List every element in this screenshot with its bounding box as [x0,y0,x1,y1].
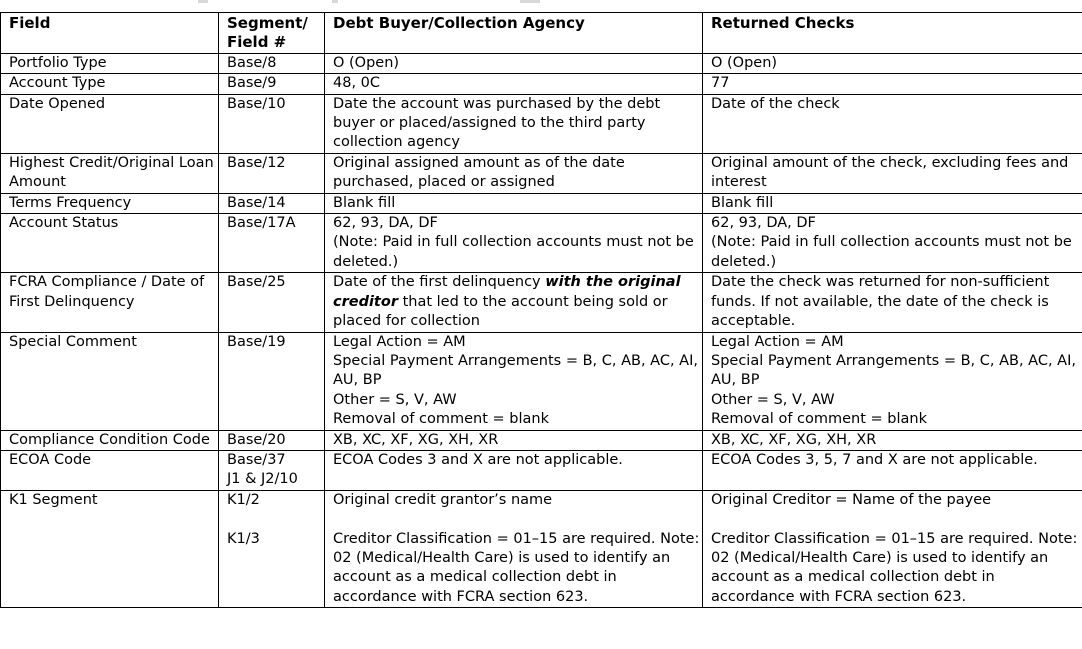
spacer [711,510,1082,529]
cell-segment: Base/14 [219,193,325,213]
cell-segment: Base/10 [219,94,325,153]
table-row [1,273,1082,332]
cell-debt-buyer: O (Open) [325,53,703,73]
cell-field: FCRA Compliance / Date of First Delinquency [1,273,219,332]
k1-line: Creditor Classification = 01–15 are required. Note: 02 (Medical/Health Care) is used to identify an account as a medical collection debt in accordance with FCRA section 623. [711,530,1078,605]
cell-debt-buyer: Original assigned amount as of the date purchased, placed or assigned [325,153,703,193]
table-row [1,214,1082,273]
cell-returned-checks: Original amount of the check, excluding fees and interest [703,153,1082,193]
segment-line: K1/3 [227,530,260,547]
cell-returned-checks: Date the check was returned for non-sufficient funds. If not available, the date of the check is acceptable. [703,273,1082,332]
cell-field: K1 Segment [1,490,219,607]
cell-debt-buyer: Blank fill [325,193,703,213]
cell-segment: Base/9 [219,74,325,94]
k1-line: Original Creditor = Name of the payee [711,491,992,508]
cell-returned-checks: O (Open) [703,53,1082,73]
status-codes-text: 62, 93, DA, DF [711,215,816,232]
comment-line: Removal of comment = blank [333,411,549,428]
table-row [1,430,1082,450]
cell-field: Portfolio Type [1,53,219,73]
cell-returned-checks [703,332,1082,430]
segment-line: Base/37 [227,451,286,468]
header-returned-checks: Returned Checks [703,13,1082,54]
cell-segment [219,450,325,490]
cell-returned-checks: 77 [703,74,1082,94]
segment-line: K1/2 [227,491,260,508]
cell-segment: Base/19 [219,332,325,430]
cell-debt-buyer: ECOA Codes 3 and X are not applicable. [325,450,703,490]
header-segment-field: Segment/ Field # [219,13,325,54]
cell-field: Terms Frequency [1,193,219,213]
cell-segment: Base/17A [219,214,325,273]
comment-line: Legal Action = AM [711,333,844,350]
header-field: Field [1,13,219,54]
cell-field: Account Status [1,214,219,273]
table-row [1,153,1082,193]
credit-reporting-guidelines-table [0,12,1082,608]
cell-returned-checks [703,490,1082,607]
cell-debt-buyer: XB, XC, XF, XG, XH, XR [325,430,703,450]
cell-field: Account Type [1,74,219,94]
cell-field: Compliance Condition Code [1,430,219,450]
cell-segment: Base/8 [219,53,325,73]
k1-line: Original credit grantor’s name [333,491,553,508]
cell-field: ECOA Code [1,450,219,490]
cell-returned-checks: Blank fill [703,193,1082,213]
cell-segment: Base/12 [219,153,325,193]
status-codes-text: 62, 93, DA, DF [333,215,438,232]
cell-returned-checks: Date of the check [703,94,1082,153]
cell-returned-checks [703,214,1082,273]
cell-debt-buyer [325,490,703,607]
table-row [1,74,1082,94]
cell-debt-buyer [325,214,703,273]
cell-field: Special Comment [1,332,219,430]
cell-returned-checks: ECOA Codes 3, 5, 7 and X are not applicable. [703,450,1082,490]
table-row [1,53,1082,73]
comment-line: Special Payment Arrangements = B, C, AB, AC, AI, AU, BP [711,352,1076,389]
delinquency-text-part1: Date of the first delinquency [333,274,546,291]
cell-segment: Base/20 [219,430,325,450]
comment-line: Legal Action = AM [333,333,466,350]
spacer [333,510,702,529]
segment-line: J1 & J2/10 [227,471,298,488]
status-note-text: (Note: Paid in full collection accounts must not be deleted.) [333,234,694,270]
table-row [1,332,1082,430]
delinquency-emphasis: with the original creditor [333,274,681,310]
cell-debt-buyer: 48, 0C [325,74,703,94]
header-debt-buyer: Debt Buyer/Collection Agency [325,13,703,54]
spacer [227,510,324,529]
cell-field: Highest Credit/Original Loan Amount [1,153,219,193]
table-row [1,450,1082,490]
comment-line: Removal of comment = blank [711,411,927,428]
k1-line: Creditor Classification = 01–15 are required. Note: 02 (Medical/Health Care) is used to identify an account as a medical collection debt in accordance with FCRA section 623. [333,530,700,605]
cell-segment [219,490,325,607]
table-row [1,490,1082,607]
comment-line: Other = S, V, AW [333,391,457,408]
comment-line: Other = S, V, AW [711,391,835,408]
table-row [1,193,1082,213]
delinquency-text-part2: that led to the account being sold or placed for collection [333,293,668,330]
table-row [1,94,1082,153]
cell-debt-buyer [325,273,703,332]
comment-line: Special Payment Arrangements = B, C, AB, AC, AI, AU, BP [333,352,698,389]
status-note-text: (Note: Paid in full collection accounts must not be deleted.) [711,234,1072,270]
header-row [1,13,1082,54]
cell-returned-checks: XB, XC, XF, XG, XH, XR [703,430,1082,450]
cell-debt-buyer: Date the account was purchased by the debt buyer or placed/assigned to the third party collection agency [325,94,703,153]
cell-debt-buyer [325,332,703,430]
cell-field: Date Opened [1,94,219,153]
top-edge-remnant [0,0,1082,4]
cell-segment: Base/25 [219,273,325,332]
